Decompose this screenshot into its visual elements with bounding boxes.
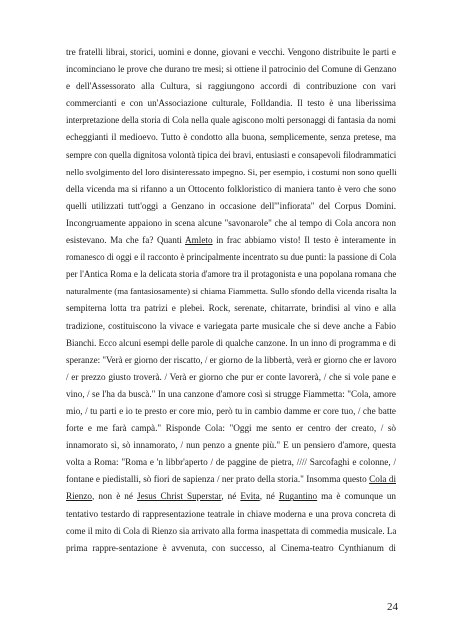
text-segment: innamorato sì, sò innamorato, / nun penzo a gnente più." E un pensiero d'amore, questa [66,440,396,451]
text-segment: mio, / tu parti e io te presto er core mio, però tu in cambio damme er core tuo, / che batte [66,405,396,416]
text-line [66,420,396,437]
text-segment: tentativo testardo di rappresentazione teatrale in chiave moderna e una prova concreta di [66,508,396,519]
text-segment: per l'Antica Roma e la delicata storia d'amore tra il protagonista e una popolana romana che [66,269,397,280]
text-line [66,198,396,215]
text-segment: tre fratelli librai, storici, uomini e donne, giovani e vecchi. Vengono distribuite le parti e [66,47,396,57]
text-segment: sempre con quella dignitosa volontà tipica dei bravi, entusiasti e consapevoli filodrammatici [66,149,397,160]
page-number: 24 [387,601,398,613]
text-segment: / er prezzo giusto troverà. / Verà er giorno che pur er conte lavorerà, / che si vole pane e [66,371,396,382]
text-segment: , né [259,491,279,502]
text-segment: speranze: "Verà er giorno der riscatto, / er giorno de la libbertà, verà er giorno che er lavoro [66,354,397,365]
text-segment: Bianchi. Ecco alcuni esempi delle parole di qualche canzone. In un inno di programma e di [66,337,396,348]
text-segment: volta a Roma: "Roma e 'n libbr'aperto / de paggine de pietra, //// Sarcofaghi e colonne, / [66,457,396,468]
text-line [66,95,396,112]
text-segment: romanesco di oggi e il racconto è principalmente incentrato su due punti: la passione di Cola [66,252,397,263]
underlined-title: Evita [240,491,260,502]
text-segment: della vicenda ma si rifanno a un Ottocento folkloristico di maniera tanto è vero che sono [66,183,396,194]
text-line [66,471,396,488]
text-segment: prima rappre-sentazione è avvenuta, con successo, al Cinema-teatro Cynthianum di [66,542,396,553]
text-segment: incominciano le prove che durano tre mesi; si ottiene il patrocinio del Comune di Genzano [66,64,397,75]
text-segment: fontane e piedistalli, sò fiori de sapienza / ner prato della storia." Insomma questo [66,474,370,485]
text-segment: naturalmente (ma fantasiosamente) si chiama Fiammetta. Sullo sfondo della vicenda risalta la [66,286,397,297]
text-line [66,181,396,198]
text-line [66,523,396,540]
text-line [66,112,396,129]
text-line [66,61,396,78]
text-segment: ma è comunque un [317,491,397,502]
underlined-title: Cola di [369,474,396,485]
text-segment: in frac abbiamo visto! Il testo è interamente in [212,235,396,246]
text-segment: , non è né [92,491,138,502]
text-segment: commercianti e con un'Associazione culturale, Folldandia. Il testo è una liberissima [66,98,396,109]
text-line [66,369,396,386]
text-line [66,454,396,471]
text-segment: interpretazione della storia di Cola nella quale agiscono molti personaggi di fantasia da nomi [66,115,396,126]
text-line [66,300,396,317]
text-segment: forte e me farà campà." Risponde Cola: "Oggi me sento er centro der creato, / sò [66,423,396,434]
text-segment: come il mito di Cola di Rienzo sia arrivato alla forma inaspettata di commedia musicale. La [66,525,397,536]
text-line [66,318,396,335]
text-line [66,78,396,95]
text-line [66,249,396,266]
underlined-title: Amleto [185,235,213,246]
underlined-title: Jesus Christ Superstar [137,491,222,502]
text-line [66,386,396,403]
body-text [66,44,396,557]
text-line [66,44,396,61]
underlined-title: Rienzo [66,491,93,502]
text-line [66,147,396,164]
text-line [66,266,396,283]
text-line [66,488,396,505]
text-segment: echeggianti il medioevo. Tutto è condotto alla buona, semplicemente, senza pretese, ma [66,132,396,143]
text-line [66,437,396,454]
text-line [66,232,396,249]
text-segment: Incongruamente appaiono in scena alcune "savonarole" che al tempo di Cola ancora non [66,217,396,228]
text-line [66,403,396,420]
text-segment: e dell'Assessorato alla Cultura, si raggiungono accordi di contribuzione con vari [66,81,396,92]
text-segment: esistevano. Ma che fa? Quanti [66,235,185,246]
text-segment: , né [221,491,241,502]
text-segment: tradizione, costituiscono la vivace e variegata parte musicale che si deve anche a Fabio [66,320,396,331]
underlined-title: Rugantino [278,491,318,502]
text-line [66,164,396,181]
text-line [66,506,396,523]
text-line [66,283,396,300]
text-line [66,540,396,557]
text-line [66,335,396,352]
text-segment: sempiterna lotta tra patrizi e plebei. Rock, serenate, chitarrate, brindisi al vino e alla [66,303,396,314]
text-segment: vino, / se l'ha da buscà." In una canzone d'amore così si strugge Fiammetta: "Cola, amore [66,388,396,399]
text-segment: quelli utilizzati tutt'oggi a Genzano in occasione dell'"infiorata" del Corpus Domini. [66,200,396,211]
text-line [66,129,396,146]
text-segment: nello svolgimento del loro disinteressato impegno. Si, per esempio, i costumi non sono quelli [66,166,397,177]
text-line [66,352,396,369]
text-line [66,215,396,232]
